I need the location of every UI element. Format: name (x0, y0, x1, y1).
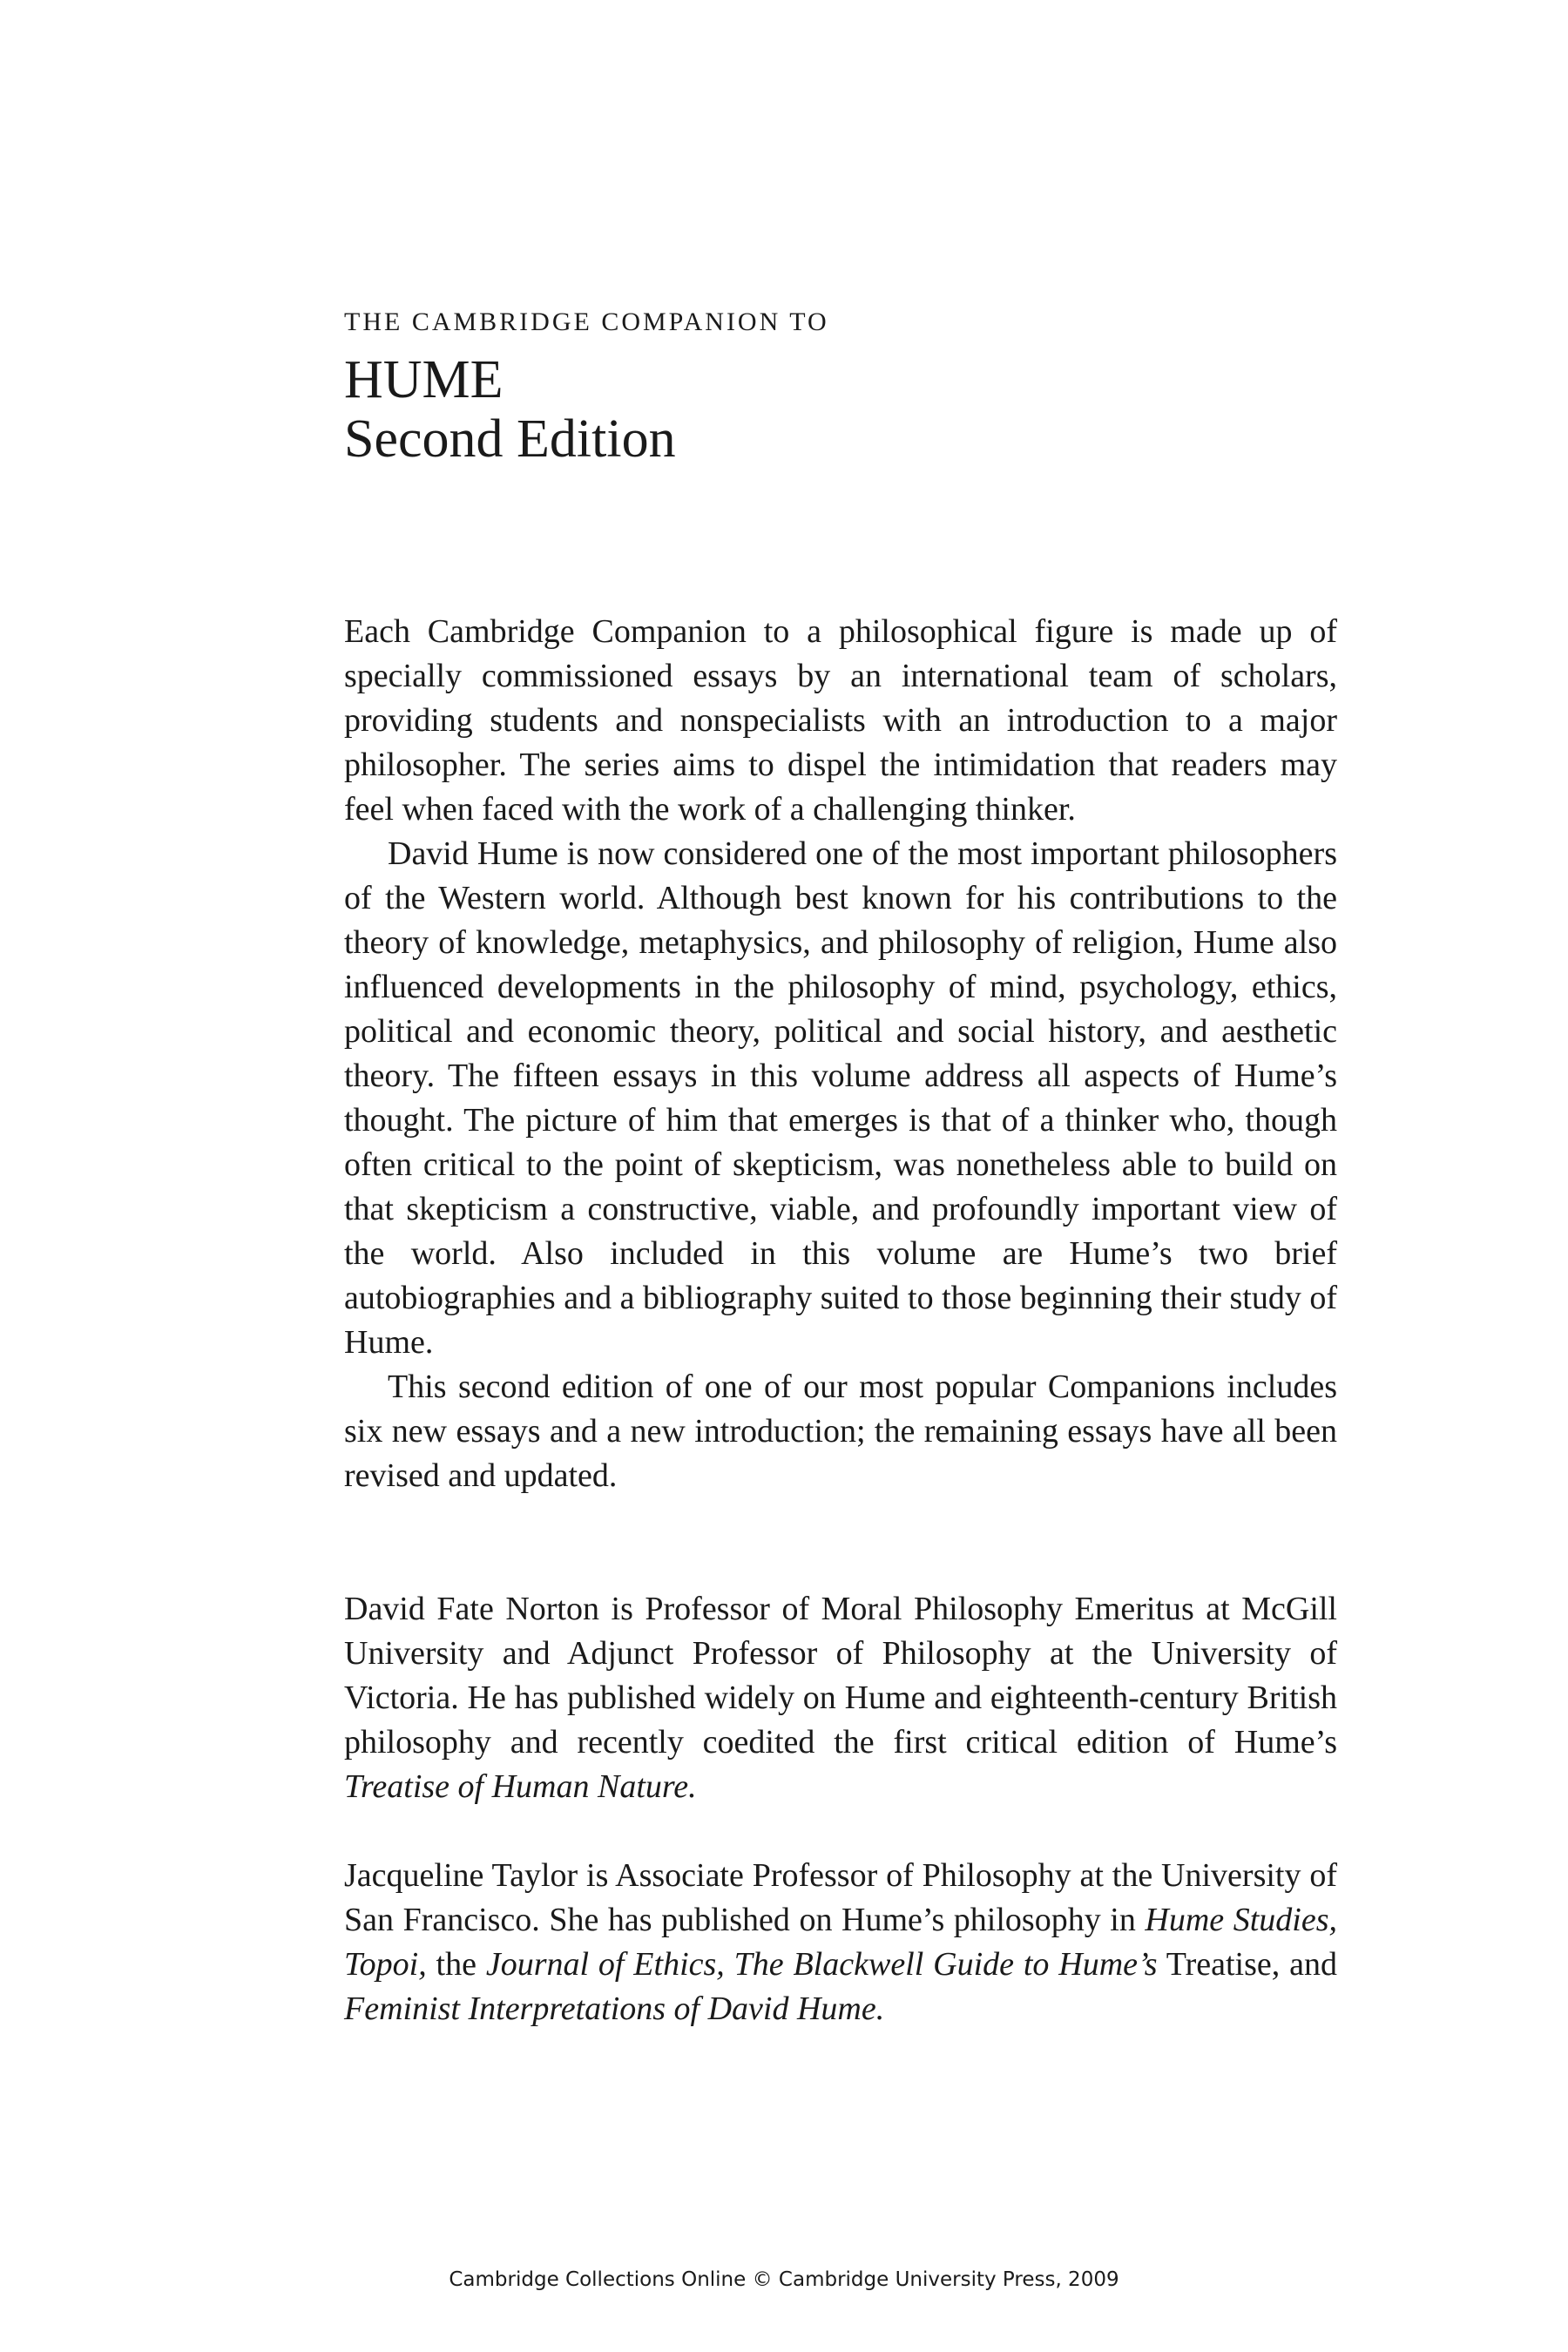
editor-bio-taylor (344, 1854, 1337, 2031)
taylor-bio-guide: Journal of Ethics, The Blackwell Guide to Hume’s (485, 1946, 1158, 1983)
editor-bio-norton (344, 1587, 1337, 1809)
taylor-bio-text-3: Treatise, and (1157, 1946, 1337, 1983)
taylor-bio-feminist: Feminist Interpretations of David Hume. (344, 1990, 885, 2027)
taylor-bio-journals: Hume Studies, Topoi, (344, 1902, 1337, 1983)
series-label: THE CAMBRIDGE COMPANION TO (344, 308, 829, 336)
series-blurb (344, 610, 1337, 1498)
norton-bio-text: David Fate Norton is Professor of Moral Philosophy Emeritus at McGill University and Adjunct Professor of Philosophy at the University of Victoria. He has published widely on Hume and eighteenth-century British philosophy and recently coedited the first critical edition of Hume’s (344, 1591, 1337, 1761)
page-content (344, 305, 1337, 2031)
norton-bio-title: Treatise of Human Nature. (344, 1768, 697, 1805)
blurb-paragraph-2: David Hume is now considered one of the most important philosophers of the Western world. Although best known for his contributions to the theory of knowledge, metaphysics, and philosophy of religion, Hume also influenced developments in the philosophy of mind, psychology, ethics, political and economic theory, political and social history, and aesthetic theory. The fifteen essays in this volume address all aspects of Hume’s thought. The picture of him that emerges is that of a thinker who, though often critical to the point of skepticism, was nonetheless able to build on that skepticism a constructive, viable, and profoundly important view of the world. Also included in this volume are Hume’s two brief autobiographies and a bibliography suited to those beginning their study of Hume. (344, 835, 1337, 1361)
blurb-paragraph-1: Each Cambridge Companion to a philosophical figure is made up of specially commissioned essays by an international team of scholars, providing students and nonspecialists with an introduction to a major philosopher. The series aims to dispel the intimidation that readers may feel when faced with the work of a challenging thinker. (344, 613, 1337, 828)
editor-bios (344, 1587, 1337, 2031)
taylor-bio-text-2: the (426, 1946, 486, 1983)
footer-copyright: Cambridge Collections Online © Cambridge University Press, 2009 (449, 2268, 1119, 2291)
blurb-paragraph-3: This second edition of one of our most popular Companions includes six new essays and a new introduction; the remaining essays have all been revised and updated. (344, 1369, 1337, 1494)
taylor-bio-text-1: Jacqueline Taylor is Associate Professor of Philosophy at the University of San Francisco. She has published on Hume’s philosophy in (344, 1857, 1337, 1938)
edition-label: Second Edition (344, 409, 676, 469)
book-title: HUME (344, 350, 504, 409)
